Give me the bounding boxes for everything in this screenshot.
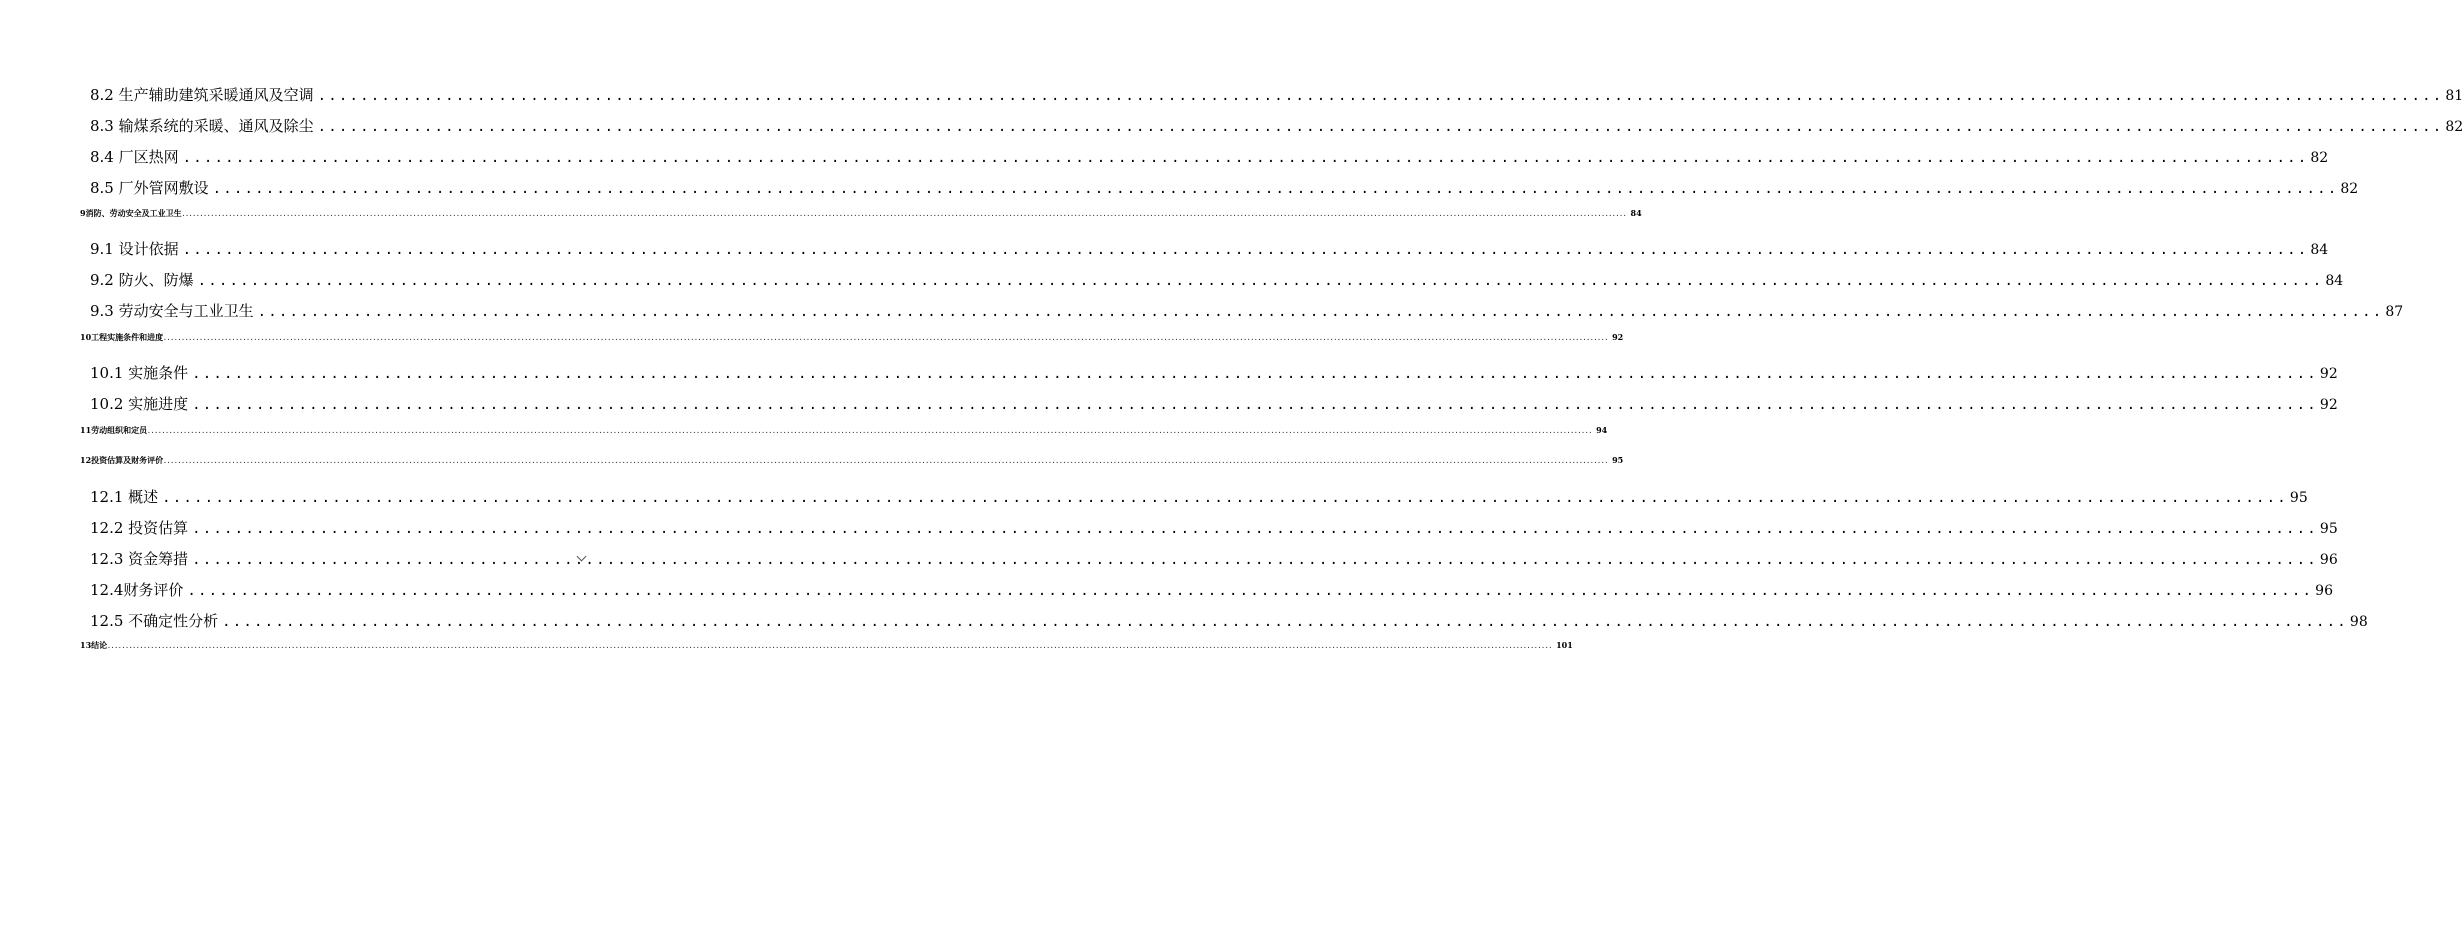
toc-chapter-number: 9 [80, 208, 86, 218]
toc-entry[interactable] [90, 84, 2463, 105]
toc-chapter-label: 消防、劳动安全及工业卫生 [85, 208, 182, 218]
toc-chapter-number: 11 [80, 425, 92, 435]
toc-entry-label: 12.3 资金筹措 [90, 550, 189, 568]
toc-entry-label: 12.5 不确定性分析 [90, 612, 219, 630]
toc-chapter[interactable] [80, 332, 1624, 343]
toc-entry-page: 95 [2289, 490, 2308, 506]
dot-leader: ................................................................................................................................................................................................................................................................................................................................................................................................................ [107, 643, 1553, 650]
toc-entry[interactable] [90, 300, 2404, 321]
toc-entry-label: 9.2 防火、防爆 [90, 271, 194, 289]
toc-entry-label: 9.3 劳动安全与工业卫生 [90, 302, 254, 320]
toc-entry[interactable] [90, 269, 2344, 290]
toc-chapter-page: 92 [1612, 332, 1624, 342]
toc-entry-page: 96 [2319, 552, 2338, 568]
dot-leader: ........................................................................................................................................................................................................ [187, 583, 2314, 599]
toc-entry-label: 10.1 实施条件 [90, 364, 189, 382]
dot-leader: ........................................................................................................................................................................................................ [162, 490, 2288, 506]
dot-leader: ........................................................................................................................................................................................................ [192, 552, 2318, 568]
toc-chapter-number: 10 [80, 332, 92, 342]
toc-chapter-label: 结论 [91, 640, 108, 650]
toc-chapter-label: 投资估算及财务评价 [91, 455, 164, 465]
toc-chapter[interactable] [80, 425, 1608, 436]
toc-chapter-page: 94 [1596, 425, 1608, 435]
toc-chapter-number: 13 [80, 640, 92, 650]
toc-chapter-label: 工程实施条件和进度 [91, 332, 164, 342]
toc-entry-label: 8.2 生产辅助建筑采暖通风及空调 [90, 86, 314, 104]
toc-chapter[interactable] [80, 640, 1573, 651]
dot-leader: ................................................................................................................................................................................................................................................................................................................................................................................................................ [181, 211, 1627, 218]
toc-entry-label: 12.2 投资估算 [90, 519, 189, 537]
dot-leader: ........................................................................................................................................................................................................ [192, 397, 2318, 413]
toc-chapter-page: 84 [1630, 208, 1642, 218]
toc-entry-page: 95 [2319, 521, 2338, 537]
toc-entry-page: 84 [2325, 273, 2344, 289]
toc-entry-label: 10.2 实施进度 [90, 395, 189, 413]
dot-leader: ................................................................................................................................................................................................................................................................................................................................................................................................................ [163, 335, 1609, 342]
toc-entry-page: 82 [2445, 119, 2463, 135]
dot-leader: ........................................................................................................................................................................................................ [182, 150, 2309, 166]
toc-entry-page: 98 [2349, 614, 2368, 630]
dot-leader: ................................................................................................................................................................................................................................................................................................................................................................................................................ [163, 458, 1609, 465]
toc-entry[interactable] [90, 579, 2333, 600]
toc-entry-label: 8.5 厂外管网敷设 [90, 179, 209, 197]
dot-leader: ........................................................................................................................................................................................................ [317, 119, 2444, 135]
toc-entry-label: 12.1 概述 [90, 488, 159, 506]
dot-leader: ................................................................................................................................................................................................................................................................................................................................................................................................................ [147, 428, 1593, 435]
toc-entry-page: 92 [2319, 366, 2338, 382]
toc-chapter[interactable] [80, 455, 1624, 466]
toc-entry[interactable] [90, 393, 2338, 414]
toc-entry[interactable] [90, 517, 2338, 538]
toc-entry[interactable] [90, 177, 2359, 198]
toc-entry-page: 84 [2310, 242, 2329, 258]
dot-leader: ........................................................................................................................................................................................................ [212, 181, 2339, 197]
toc-chapter-page: 101 [1556, 640, 1573, 650]
toc-entry[interactable] [90, 610, 2368, 631]
toc-chapter-number: 12 [80, 455, 92, 465]
toc-entry-page: 82 [2310, 150, 2329, 166]
dot-leader: ........................................................................................................................................................................................................ [182, 242, 2309, 258]
dot-leader: ........................................................................................................................................................................................................ [197, 273, 2324, 289]
toc-entry[interactable] [90, 486, 2308, 507]
toc-entry-page: 81 [2445, 88, 2463, 104]
dot-leader: ........................................................................................................................................................................................................ [192, 521, 2318, 537]
toc-entry[interactable] [90, 548, 2338, 569]
toc-entry[interactable] [90, 115, 2463, 136]
toc-entry-page: 82 [2340, 181, 2359, 197]
toc-entry[interactable] [90, 146, 2329, 167]
toc-entry-label: 9.1 设计依据 [90, 240, 179, 258]
toc-entry[interactable] [90, 362, 2338, 383]
toc-entry-label: 12.4财务评价 [90, 581, 184, 599]
dot-leader: ........................................................................................................................................................................................................ [317, 88, 2444, 104]
toc-chapter-label: 劳动组织和定员 [91, 425, 148, 435]
toc-entry-label: 8.4 厂区热网 [90, 148, 179, 166]
toc-entry-label: 8.3 输煤系统的采暖、通风及除尘 [90, 117, 314, 135]
toc-chapter[interactable] [80, 208, 1642, 219]
toc-entry-page: 92 [2319, 397, 2338, 413]
dot-leader: ........................................................................................................................................................................................................ [257, 304, 2384, 320]
toc-entry-page: 87 [2385, 304, 2404, 320]
toc-entry-page: 96 [2315, 583, 2333, 599]
toc-entry[interactable] [90, 238, 2329, 259]
dot-leader: ........................................................................................................................................................................................................ [192, 366, 2318, 382]
toc-chapter-page: 95 [1612, 455, 1624, 465]
dot-leader: ........................................................................................................................................................................................................ [222, 614, 2348, 630]
